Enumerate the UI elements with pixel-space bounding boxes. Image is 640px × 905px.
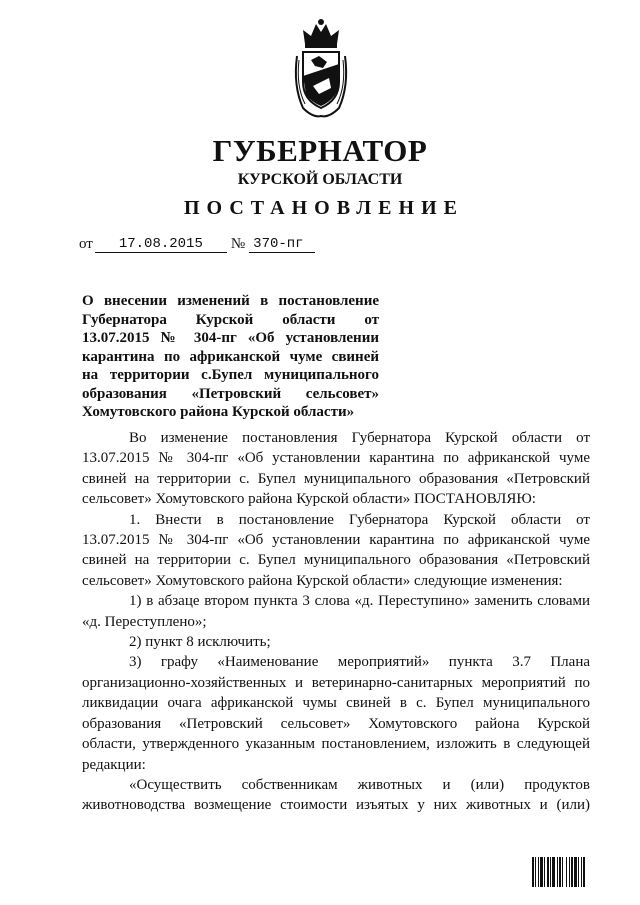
body-line: свиней на территории с. Бупел муниципального образования «Петровский [82,552,590,569]
barcode-icon [532,857,610,887]
subject-line: образования «Петровский сельсовет» [82,385,379,402]
body-line: образования «Петровский сельсовет» Хомутовского района Курской [82,715,590,732]
body-line: «д. Переступлено»; [82,613,207,630]
document-type: ПОСТАНОВЛЕНИЕ [184,197,464,219]
body-line: редакции: [82,756,146,773]
subject-line: карантина по африканской чуме свиней [82,348,379,365]
subject-line: на территории с.Бупел муниципального [82,367,379,383]
subject-line: О внесении изменений в постановление [82,293,379,309]
body-line: 3) графу «Наименование мероприятий» пункта 3.7 Плана [129,654,590,671]
issuer-region: КУРСКОЙ ОБЛАСТИ [237,171,403,188]
body-line: 2) пункт 8 исключить; [129,634,271,651]
document-body [82,428,590,816]
document-meta [79,236,315,253]
document-date: 17.08.2015 [95,236,227,253]
issuer-title: ГУБЕРНАТОР [212,133,428,168]
document-number: 370-пг [249,236,315,253]
body-line: 13.07.2015 № 304-пг «Об установлении карантина по африканской чуме [82,532,590,549]
body-line: области, утвержденного указанным постановлением, изложить в следующей [82,736,590,753]
number-label: № [230,236,246,252]
subject-line: Хомутовского района Курской области» [82,404,355,420]
subject-line: Губернатора Курской области от [82,311,379,328]
body-line: 1. Внести в постановление Губернатора Курской области от [129,511,590,528]
document-subject [82,292,379,422]
body-line: 13.07.2015 № 304-пг «Об установлении карантина по африканской чуме [82,450,590,467]
date-label: от [79,236,93,252]
subject-line: 13.07.2015 № 304-пг «Об установлении [82,330,379,346]
body-line: животноводства возмещение стоимости изъятых у них животных и (или) [82,797,590,814]
coat-of-arms-icon [289,16,353,120]
body-line: сельсовет» Хомутовского района Курской области» следующие изменения: [82,572,563,589]
body-line: ликвидации очага африканской чумы свиней в с. Бупел муниципального [82,695,590,712]
body-line: Во изменение постановления Губернатора Курской области от [129,430,590,446]
body-line: 1) в абзаце втором пункта 3 слова «д. Переступино» заменить словами [129,593,590,610]
body-line: «Осуществить собственникам животных и (или) продуктов [129,776,590,793]
body-line: свиней на территории с. Бупел муниципального образования «Петровский [82,470,590,487]
body-line: организационно-хозяйственных и ветеринарно-санитарных мероприятий по [82,674,590,691]
body-line: сельсовет» Хомутовского района Курской области» ПОСТАНОВЛЯЮ: [82,491,536,508]
